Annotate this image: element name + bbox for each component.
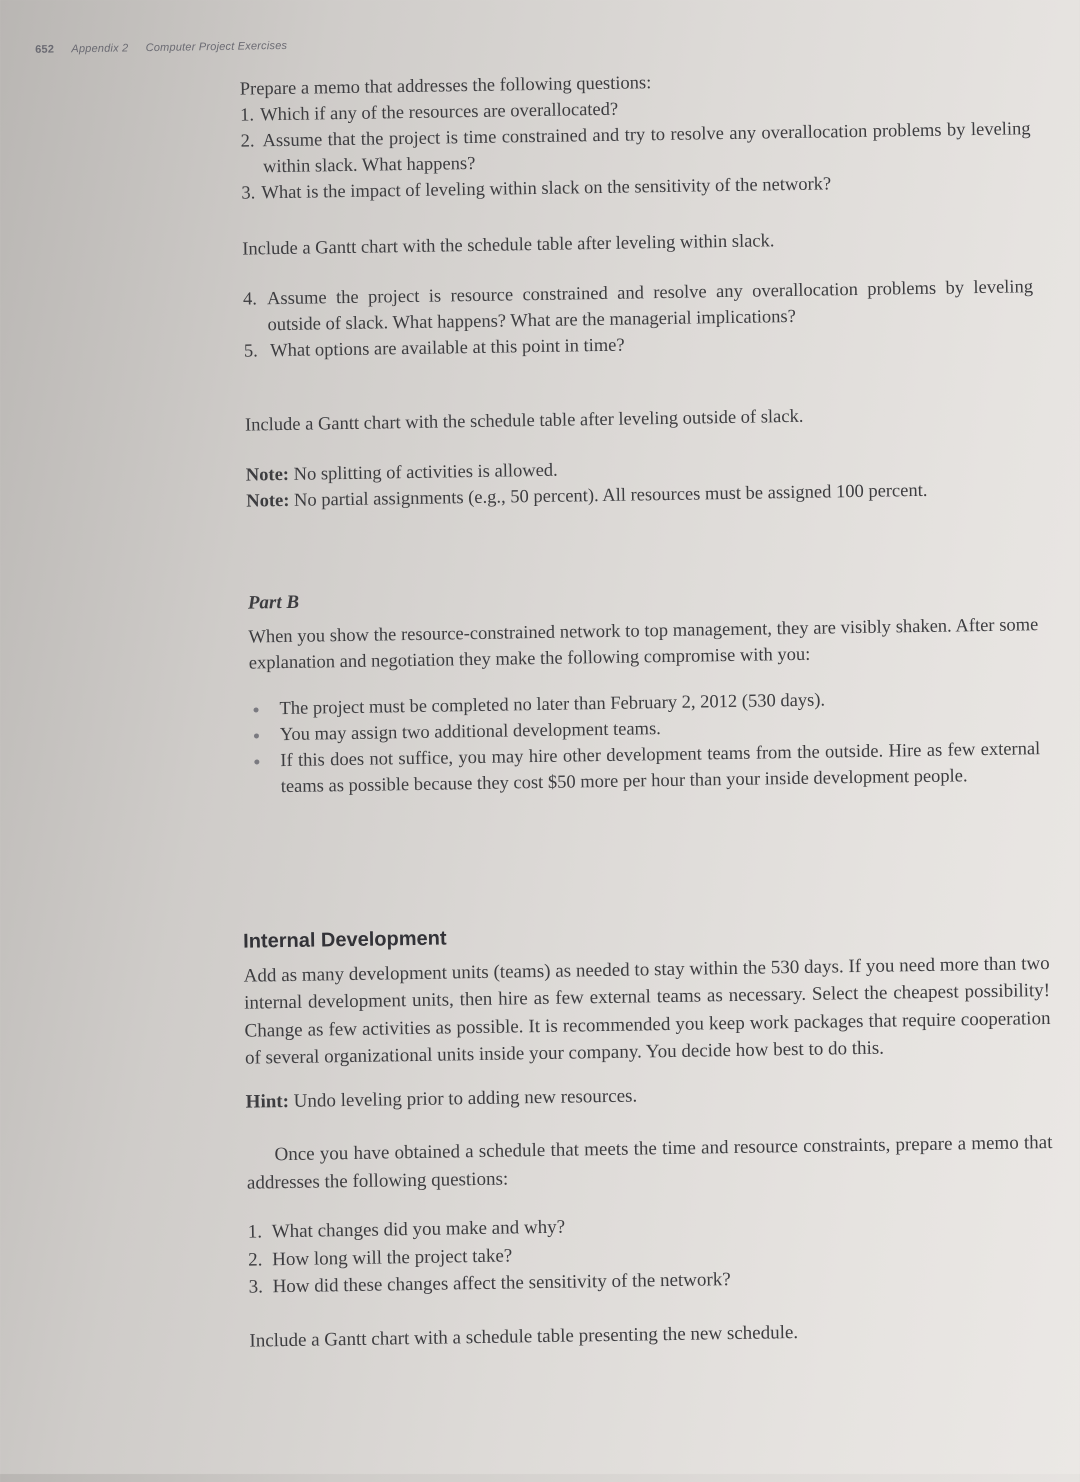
- memo-intro-b: Once you have obtained a schedule that meets the time and resource constraints, prepare a memo that addresses the following questions:: [246, 1132, 1053, 1194]
- constraint-bullets: [249, 684, 1041, 800]
- question-list-c: [248, 1206, 1055, 1301]
- question-list-a: [240, 90, 1032, 206]
- part-b-title: Part B: [247, 591, 300, 614]
- appendix-label: Appendix 2: [71, 42, 129, 56]
- gantt-note-1: Include a Gantt chart with the schedule table after leveling within slack.: [242, 231, 775, 260]
- part-b-section: [248, 578, 1041, 800]
- hint: Hint: Undo leveling prior to adding new resources.: [245, 1085, 638, 1113]
- bullet-dot-icon: [254, 707, 259, 712]
- question-item: 3. How did these changes affect the sensitivity of the network?: [248, 1269, 731, 1298]
- question-list-b: [243, 274, 1034, 364]
- bullet-dot-icon: [254, 733, 259, 738]
- bullet-item: You may assign two additional development teams.: [250, 710, 1040, 748]
- bullet-item: The project must be completed no later than February 2, 2012 (530 days).: [249, 684, 1039, 722]
- question-item: 2. Assume that the project is time constrained and try to resolve any overallocation problems by leveling within slack. What happens?: [240, 119, 1031, 178]
- internal-development-paragraph: Add as many development units (teams) as needed to stay within the 530 days. If you need more than two internal development units, then hire as few external teams as necessary. Select the cheapest possibility! Change as few activities as possible. It is recommended you keep work packages that require cooperation of several organizational units inside your company. You decide how best to do this.: [243, 952, 1051, 1069]
- section-label: Computer Project Exercises: [145, 39, 288, 55]
- closing-instruction: Include a Gantt chart with a schedule table presenting the new schedule.: [249, 1321, 799, 1352]
- note-item: Note: No partial assignments (e.g., 50 percent). All resources must be assigned 100 percent.: [246, 480, 928, 512]
- internal-development-section: [243, 916, 1056, 1355]
- bullet-dot-icon: [254, 759, 259, 764]
- note-item: Note: No splitting of activities is allowed.: [245, 460, 558, 486]
- gantt-note-2: Include a Gantt chart with the schedule table after leveling outside of slack.: [244, 406, 804, 436]
- part-b-intro: When you show the resource-constrained network to top management, they are visibly shaken. After some explanation and negotiation they make the following compromise with you:: [248, 615, 1039, 674]
- bullet-item: If this does not suffice, you may hire other development teams from the outside. Hire as few external teams as possible because they cost $50 more per hour than your inside development people.: [250, 736, 1041, 800]
- page-number: 652: [35, 43, 55, 56]
- memo-intro: Prepare a memo that addresses the following questions:: [239, 73, 652, 100]
- question-item: 4. Assume the project is resource constrained and resolve any overallocation problems by leveling outside of slack. What happens? What are the managerial implications?: [242, 277, 1034, 336]
- running-header: [35, 40, 287, 56]
- question-item: 2. How long will the project take?: [248, 1245, 513, 1271]
- question-item: 1. Which if any of the resources are overallocated?: [240, 99, 619, 126]
- memo-section-a: [240, 64, 1032, 206]
- question-item: 1. What changes did you make and why?: [247, 1216, 566, 1243]
- question-item: 5. What options are available at this point in time?: [243, 335, 625, 362]
- notes-block: [246, 450, 1037, 514]
- internal-development-heading: Internal Development: [243, 927, 447, 953]
- question-item: 3. What is the impact of leveling within slack on the sensitivity of the network?: [241, 174, 832, 204]
